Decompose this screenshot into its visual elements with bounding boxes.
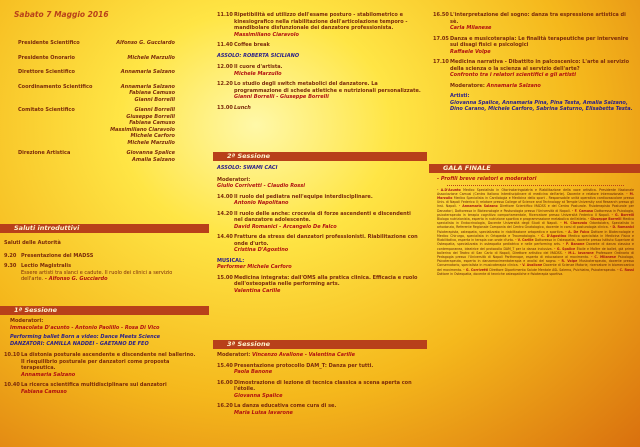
committee-role: Direzione Artistica Giovanna Spalice Amalia Salzano: [18, 150, 175, 163]
bio-name: - G. Corrivetti: [463, 267, 490, 272]
assolo: ASSOLO: SWAMI CACI: [217, 165, 278, 171]
bio-text: Dottoressa in Psicologia, psicoterapeuta in terapia cognitivo comportamentale, Ricercatore presso Università Federico II Napoli.: [437, 208, 634, 217]
gala-section: [429, 164, 640, 276]
session2: [213, 152, 427, 298]
bio-name: - A. De Falco: [565, 229, 591, 234]
divider: [447, 185, 624, 186]
musical-label: MUSICAL:: [217, 257, 245, 264]
bio-text: Biologo nutrizionista, esperto in nutrizione sportiva e programmazione metabolica dell'atleta.: [437, 217, 588, 222]
bio-text: Dottore in Biotecnologie e Medico Chirurgo, specialista in Ortopedia e Traumatologia.: [437, 229, 635, 238]
program-item: 11.10 Ripetibilità ed utilizzo dell'esame posturo - stabilometrico e kinesiografico nella riabilitazione dell'articolazione temporo - mandibolare disfunzionale dei danzatore professionista. Massimiliano Ciaravolo: [217, 12, 408, 38]
saluti-section: [0, 224, 209, 287]
bio-list: [437, 188, 634, 277]
bio-name: - P. Banone: [562, 242, 587, 247]
session1: [0, 306, 209, 399]
bio-name: - A.D'Acunto: [437, 187, 464, 192]
bio-text: Odontoiatra, Specialista in ortodonzia, Referente Regionale Campania del Centro Gnatologico, docente in corsi di posturologia clinica.: [437, 221, 634, 230]
section-header: 3ª Sessione: [213, 340, 427, 349]
middle-column: [213, 0, 427, 447]
musical-performer: Performer Michele Carforo: [217, 264, 292, 270]
left-column: [0, 0, 209, 447]
bio-text: Professore Ordinario di Pedagogia presso l'Università di Napoli Parthenope, esperta di educazione al movimento.: [437, 250, 634, 259]
bio-text: Direttore Scientifico MADSS e del Centro Posturale. Fisioterapista Posturale per Danzatori, Dottoressa in Biotecnologie e Posturologia presso l'Università di Napoli.: [437, 204, 634, 213]
bio-text: Dottoressa in Osteopatia, docente presso Istituto Superiore di Osteopatia, specializzata in osteopatia pediatrica e nelle performing arts.: [437, 238, 634, 247]
section-header: Saluti introduttivi: [0, 224, 209, 233]
program-item: 12.00 Il cuore d'artista. Michele Marzullo: [217, 64, 283, 77]
bio-text: Medico specialista in Medicina Fisica e Riabilitativa, esperta in terapia con onde d'urto.: [437, 233, 634, 243]
moderators-label: Moderatori:: [217, 176, 251, 183]
program-item: 10.10 La distonia posturale ascendente e discendente nel ballerino. Il riequilibrio posturale per danzatori come proposta terapeutica. Annamaria Salzano: [4, 352, 196, 378]
committee: [0, 40, 209, 163]
profiles-heading: - Profili breve relatori e moderatori: [437, 176, 537, 182]
section-header: 1ª Sessione: [0, 306, 209, 315]
program-item: 12.20 Lo studio degli switch metabolici del danzatore. La programmazione di schede atletiche e nutrizionali personalizzate. Gianni Borrelli - Giuseppe Borrelli: [217, 81, 421, 100]
committee-role: Direttore Scientifico Annamaria Salzano: [18, 69, 175, 75]
program-item: 9.20 Presentazione del MADSS: [4, 252, 94, 259]
committee-role: Coordinamento Scientifico Annamaria Salzano Fabiana Camuso Gianni Borrelli: [18, 83, 175, 103]
section-header: 2ª Sessione: [213, 152, 427, 161]
program-item: 10.40 La ricerca scientifica multidisciplinare sui danzatori Fabiana Camuso: [4, 382, 167, 395]
program-item: 11.40 Coffee break: [217, 42, 270, 48]
bio-text: Docente di Scienze Motorie, ricercatore in biomeccanica del movimento.: [437, 263, 635, 272]
bio-name: - M.L. Iavarone: [564, 250, 596, 255]
moderator-row: Moderatore: Annamaria Salzano: [450, 82, 541, 89]
committee-role: Presidente Onorario Michele Marzullo: [18, 54, 175, 61]
program-item: 9.30 Lectio Magistralis Essere artisti tra slanci e cadute. Il ruolo dei clinici a servizio dell'arte. - Alfonso G. Gucciardo: [4, 263, 173, 282]
saluti-text: Saluti delle Autorità: [4, 240, 61, 246]
session3: [213, 340, 427, 420]
bio-name: - C. Rossi: [617, 267, 635, 272]
program-item: 17.10 Medicina narrativa - Dibattito in palcoscenico: L'arte al servizio della scienza o la scienza al servizio dell'arte? Confronto tra i relatori scientifici e gli artisti: [433, 59, 630, 78]
section-header: GALA FINALE: [429, 164, 640, 173]
bio-name: - R. Volpe: [558, 259, 580, 264]
date-header: [0, 0, 209, 28]
bio-text: Medico specialista in Endocrinologia, Docente Università degli Studi di Napoli.: [437, 217, 634, 226]
bio-name: - F. Camuso: [571, 208, 595, 213]
bio-text: Direttore Dipartimento Salute Mentale ASL Salerno, Psichiatra, Psicoterapeuta.: [489, 267, 618, 272]
bio-name: - D. Romanici: [609, 225, 634, 230]
moderators: Immacolata D'acunto - Antonio Paolillo - Rosa Di Vico: [10, 324, 160, 331]
moderators-label: Moderatori:: [10, 318, 44, 324]
program-item: 16.00 Dimostrazione di lezione di tecnica classica a scena aperta con l'étoile. Giovanna Spalice: [217, 379, 412, 399]
program-item: 15.00 Medicina integrata: dall'OMS alla pratica clinica. Efficacia e ruolo dell'osteopatia nelle performing arts. Valentina Carille: [217, 274, 418, 294]
bio-name: - Annamaria Salzano: [458, 204, 500, 209]
bio-text: Medico Specialista in Cardiologia e Medicina dello sport - Responsabile unità operativa cardiovascolare presso Univ. di Napoli Federico II; relatore presso College of Science and Technology at Temple University and Research presso gli Inst. Napoli.: [437, 195, 634, 209]
bio-name: - V. Avallone: [519, 263, 544, 268]
bio-name: - M. Ciaravolo: [560, 221, 590, 226]
bio-text: Étoile e Maître de ballet, già prima ballerina del Teatro di San Carlo di Napoli, Direttore artistico del MADSS.: [437, 246, 634, 255]
bio-name: - C. D'Agostino: [537, 233, 569, 238]
program-item: 14.00 Il ruolo del pediatra nell'equipe interdisciplinare. Antonio Napolitano: [217, 193, 373, 206]
bio-text: Psicologa, Psicoterapeuta, esperta in danzamovimentoterapia e analisi del sogno.: [437, 255, 634, 264]
bio-name: - G. Spalice: [554, 246, 577, 251]
event-date: Sabato 7 Maggio 2016: [14, 10, 109, 19]
dancers: DANZATORI: CAMILLA NADDEI - GAETANO DE FEO: [10, 340, 149, 347]
program-item: 16.50 L'interpretazione del sogno: danza tra espressione artistica di sè. Carla Milanese: [433, 12, 626, 31]
bio-name: - C. Milanese: [590, 255, 619, 259]
bio-text: Dottore in Osteopatia, docente di tecniche osteopatiche e fisioterapia sportiva.: [437, 271, 564, 276]
bio-text: Musicoterapeuta, docente presso Conservatorio, specialista in musicoterapia clinica.: [437, 259, 635, 268]
bio-name: - G. Borrelli: [611, 212, 635, 217]
right-column: [429, 0, 640, 447]
program-item: 16.20 La danza educativa come cura di se. Maria Luisa Iavarone: [217, 403, 337, 416]
program-item: 15.40 Presentazione protocollo DAM_T: Danza per tutti. Paola Banone: [217, 362, 374, 375]
program-item: 17.05 Danza e musicoterapia: Le finalità terapeutiche per intervenire sui disagi fisici e psicologici Raffaele Volpe: [433, 35, 629, 55]
performance: Performing ballet Born a video: Dance Meets Science: [10, 334, 161, 340]
program-item: 14.40 Fratture da stress dei danzatori professionisti. Riabilitazione con onde d'urto. Cristina D'Agostino: [217, 234, 418, 253]
bio-name: - M. Marzullo: [437, 191, 634, 200]
bio-text: Medico Specialista in Otorinolaringoiatria e Riabilitazione della voce artistica. Presidente Nazionale Associazione Camusi (Centro Italiano Interdisciplinare di medicina dell'arte). Docente e relatore internazionale.: [437, 187, 634, 196]
program-item: 13.00 Lunch: [217, 104, 251, 111]
bio-name: - Giuseppe Borrelli: [587, 217, 623, 222]
assolo: ASSOLO: ROBERTA SICILIANO: [217, 52, 300, 59]
artists-list: Giovanna Spalice, Annamaria Pina, Pina Testa, Amalia Salzano, Dino Carano, Michele Carforo, Sabrina Saturno, Elisabetta Testa.: [450, 99, 633, 112]
moderators-row: Moderatori: Vincenzo Avallone - Valentina Carille: [217, 352, 355, 358]
bio-text: Fisioterapista, osteopata, specializzato in riabilitazione ortopedica e sportiva.: [437, 229, 566, 234]
bio-name: - V. Carille: [515, 238, 535, 243]
moderators: Giulio Corrivetti - Claudio Rossi: [217, 183, 305, 189]
bio-text: Docente di danza classica e contemporanea, ideatrice del protocollo DAM_T per la danza inclusiva.: [437, 242, 634, 251]
committee-role: Presidente Scientifico Alfonso G. Gucciardo: [18, 40, 175, 46]
committee-role: Comitato Scientifico Gianni Borrelli Giuseppe Borrelli Fabiana Camuso Massimiliano Ciaravolo Michele Carforo Michele Marzullo: [18, 107, 175, 146]
artists-label: Artisti:: [450, 93, 470, 99]
program-item: 14.20 Il ruolo delle anche: crocevia di forze ascendenti e discendenti nel danzatore adolescente. David Romanici - Arcangelo De Falco: [217, 210, 411, 230]
